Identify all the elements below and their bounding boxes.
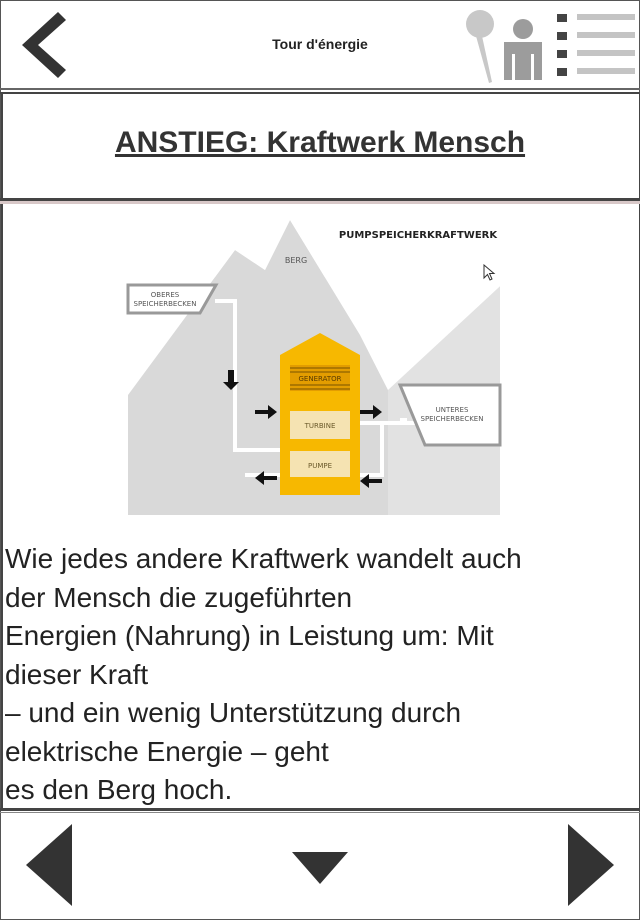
- triangle-left-icon: [26, 824, 72, 906]
- triangle-right-icon: [568, 824, 614, 906]
- pump-label: PUMPE: [307, 462, 333, 470]
- mountain-label: BERG: [284, 256, 308, 265]
- page-title: ANSTIEG: Kraftwerk Mensch: [114, 126, 526, 159]
- upper-reservoir: [128, 285, 216, 313]
- lower-reservoir-label-1: UNTERES: [435, 406, 469, 414]
- map-pin-icon[interactable]: [462, 8, 498, 84]
- turbine-label: TURBINE: [304, 422, 336, 430]
- generator-label: GENERATOR: [298, 375, 342, 383]
- mouse-cursor-icon: [483, 264, 497, 282]
- body-line: elektrische Energie – geht: [5, 735, 329, 767]
- footer-divider: [0, 808, 640, 811]
- previous-page-button[interactable]: [24, 822, 74, 908]
- person-icon[interactable]: [500, 18, 546, 80]
- menu-list-icon[interactable]: [555, 12, 637, 80]
- diagram-title: PUMPSPEICHERKRAFTWERK: [338, 230, 498, 241]
- body-text: [5, 540, 630, 810]
- body-line: Energien (Nahrung) in Leistung um: Mit: [5, 620, 494, 651]
- triangle-down-icon: [292, 852, 348, 884]
- upper-reservoir-label-2: SPEICHERBECKEN: [133, 300, 197, 308]
- body-line: dieser Kraft: [5, 658, 149, 690]
- upper-reservoir-label-1: OBERES: [150, 291, 180, 299]
- header-divider: [0, 88, 640, 90]
- body-line: Wie jedes andere Kraftwerk wandelt auch: [5, 543, 522, 574]
- next-page-button[interactable]: [566, 822, 616, 908]
- scroll-down-button[interactable]: [290, 848, 350, 888]
- body-line: der Mensch die zugeführten: [5, 581, 353, 613]
- pumped-storage-diagram: [120, 215, 510, 520]
- body-line: es den Berg hoch.: [5, 774, 233, 805]
- app-title: Tour d'énergie: [272, 36, 368, 52]
- lower-reservoir-label-2: SPEICHERBECKEN: [420, 415, 484, 423]
- header-bar: [0, 0, 640, 88]
- chevron-left-icon: [22, 12, 66, 78]
- back-button[interactable]: [18, 10, 68, 80]
- body-line: – und ein wenig Unterstützung durch: [5, 697, 462, 728]
- footer-divider-shadow: [0, 812, 640, 813]
